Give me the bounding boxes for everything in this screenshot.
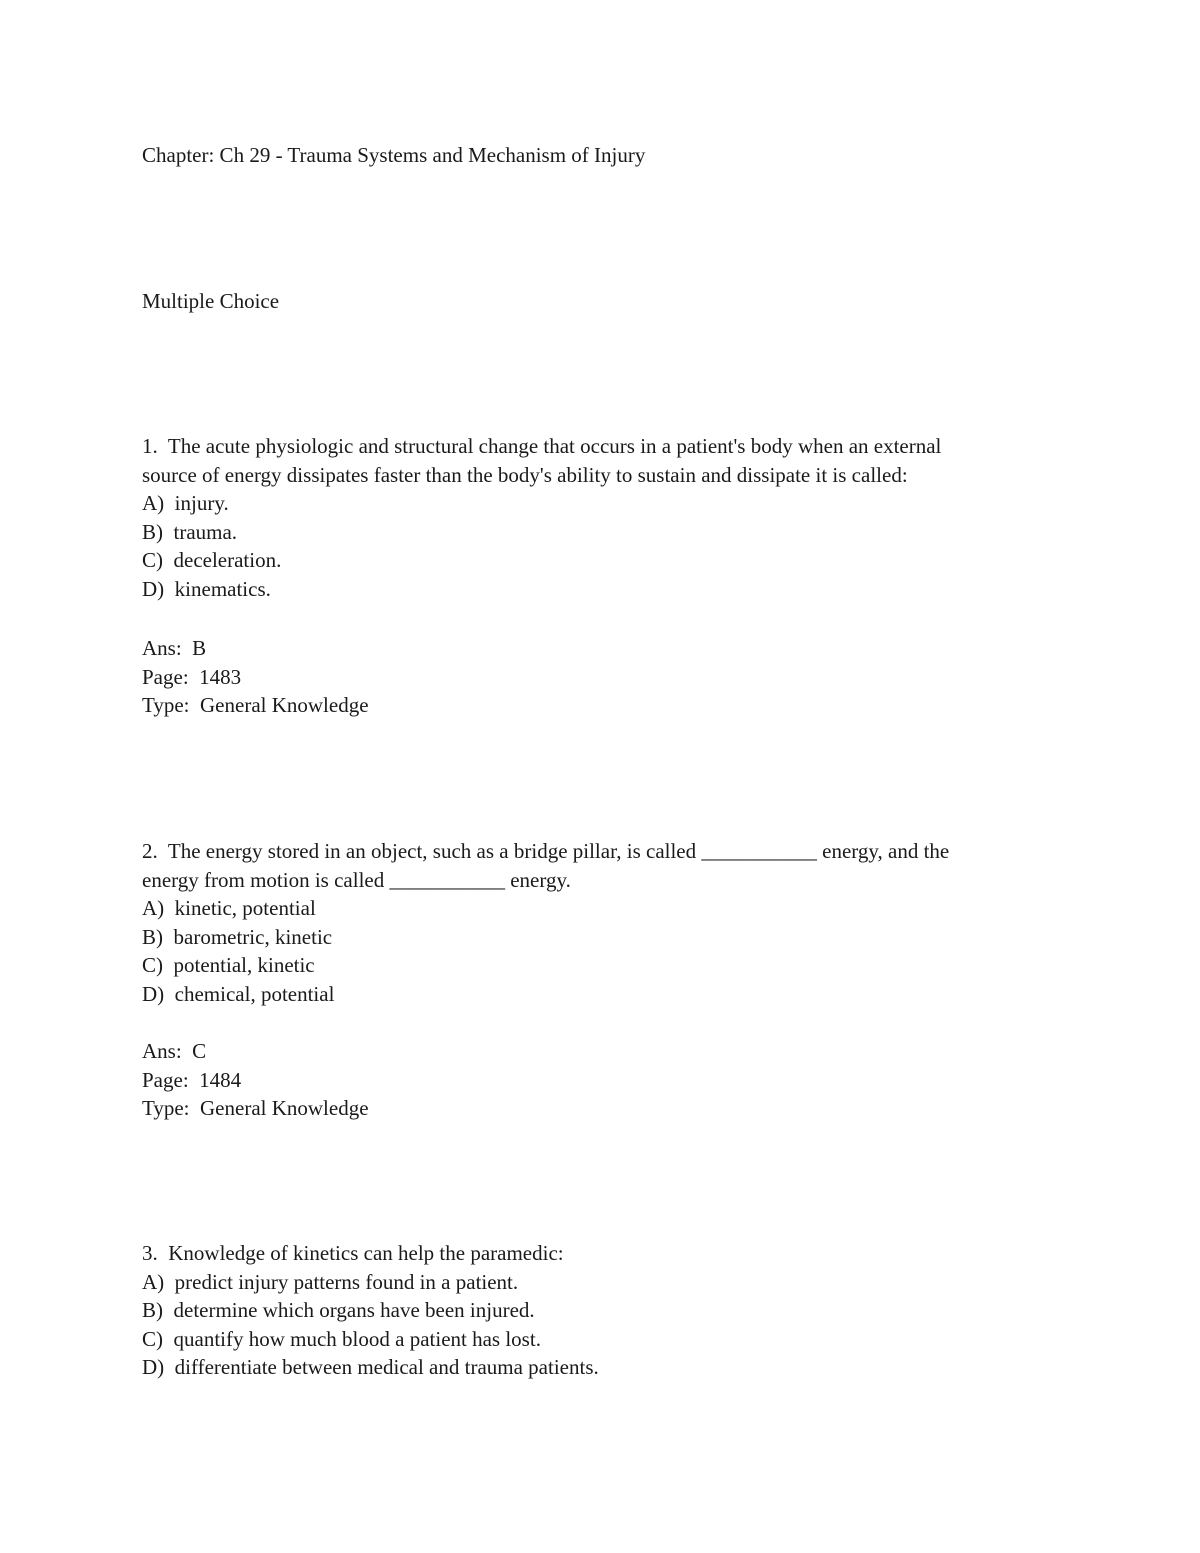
option-d: D) chemical, potential [142,981,335,1006]
option-c: C) quantify how much blood a patient has lost. [142,1326,541,1351]
option-a: A) injury. [142,491,229,516]
type-line: Type: General Knowledge [142,1096,369,1121]
question-3 [142,1239,1062,1382]
option-b: B) determine which organs have been injured. [142,1298,535,1323]
question-2 [142,837,1062,1009]
option-d: D) kinematics. [142,576,271,601]
question-1 [142,432,1062,604]
option-a: A) predict injury patterns found in a patient. [142,1269,519,1294]
question-2-meta [142,1037,1062,1123]
answer-line: Ans: C [142,1039,207,1063]
option-c: C) deceleration. [142,548,282,573]
option-c: C) potential, kinetic [142,953,315,978]
page-line: Page: 1483 [142,664,242,689]
question-stem-line: energy from motion is called ___________ energy. [142,867,571,892]
chapter-title-text: Chapter: Ch 29 - Trauma Systems and Mechanism of Injury [142,143,646,167]
option-b: B) barometric, kinetic [142,924,333,949]
question-stem-line: 2. The energy stored in an object, such as a bridge pillar, is called ___________ energy, and the [142,839,950,863]
question-stem-line: 3. Knowledge of kinetics can help the paramedic: [142,1241,564,1265]
type-line: Type: General Knowledge [142,693,369,718]
question-1-meta [142,634,1062,720]
section-title [142,287,1062,316]
question-stem-line: source of energy dissipates faster than the body's ability to sustain and dissipate it is called: [142,462,908,487]
section-title-text: Multiple Choice [142,289,280,313]
answer-line: Ans: B [142,636,207,660]
page-line: Page: 1484 [142,1067,242,1092]
question-stem-line: 1. The acute physiologic and structural change that occurs in a patient's body when an external [142,434,942,458]
chapter-title [142,141,1062,170]
option-b: B) trauma. [142,519,238,544]
option-d: D) differentiate between medical and trauma patients. [142,1355,599,1380]
option-a: A) kinetic, potential [142,896,316,921]
